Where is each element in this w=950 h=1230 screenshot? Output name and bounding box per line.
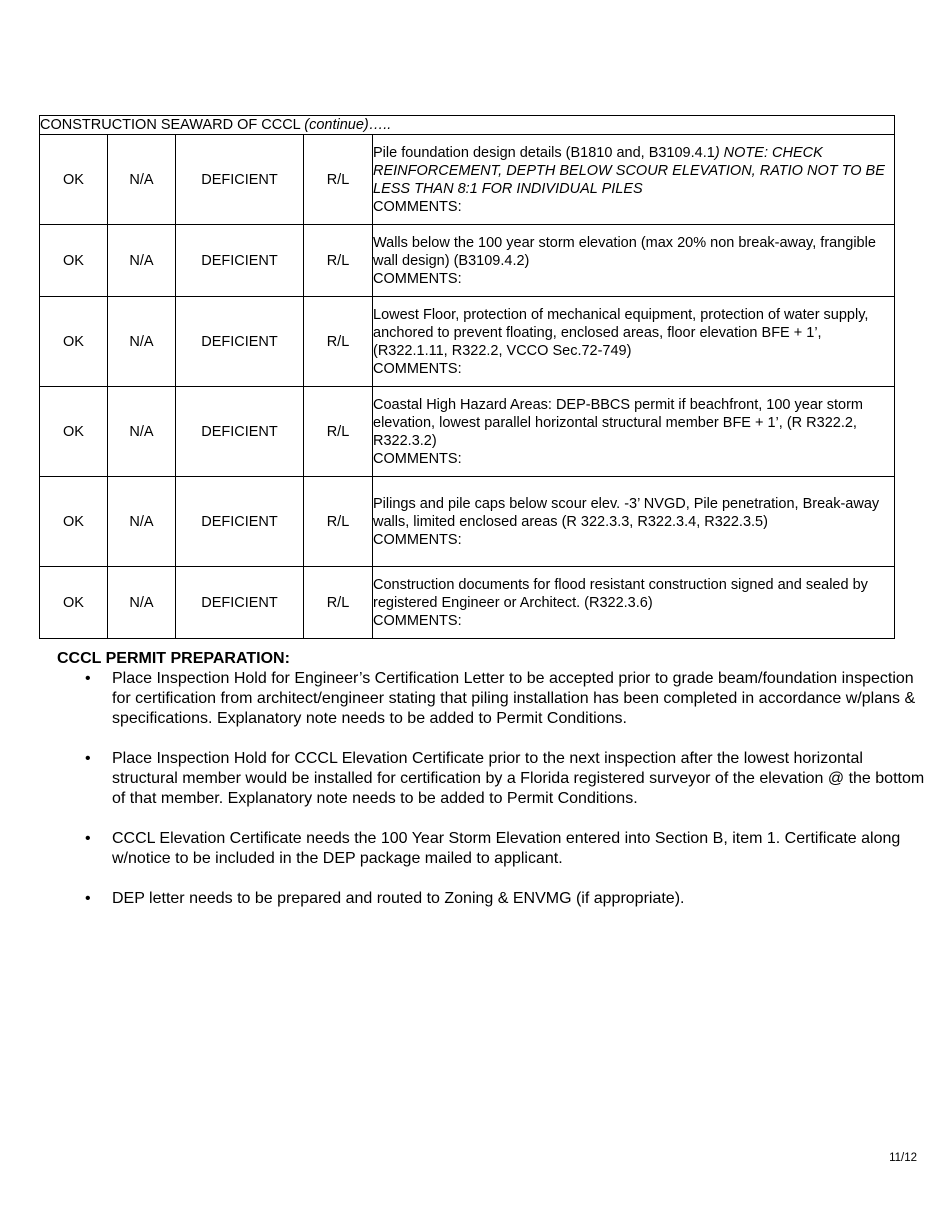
comments-label: COMMENTS: <box>373 531 462 548</box>
option-rl: R/L <box>304 297 373 387</box>
option-deficient: DEFICIENT <box>176 567 304 639</box>
option-rl: R/L <box>304 135 373 225</box>
table-row <box>40 297 895 387</box>
permit-preparation-list <box>57 669 927 929</box>
list-item <box>57 829 927 869</box>
table-row <box>40 387 895 477</box>
option-rl: R/L <box>304 477 373 567</box>
option-na: N/A <box>108 135 176 225</box>
table-row <box>40 477 895 567</box>
bullet-icon: • <box>85 670 91 687</box>
list-item-text: Place Inspection Hold for Engineer’s Certification Letter to be accepted prior to grade beam/foundation inspection for certification from architect/engineer stating that piling installation has been completed in accordance w/plans & specifications. Explanatory note needs to be added to Permit Conditions. <box>112 670 916 727</box>
table-header-row <box>40 116 895 135</box>
requirement-note: ) NOTE: CHECK REINFORCEMENT, DEPTH BELOW SCOUR ELEVATION, RATIO NOT TO BE LESS THAN 8:1 FOR INDIVIDUAL PILES <box>373 144 885 197</box>
option-deficient: DEFICIENT <box>176 135 304 225</box>
comments-label: COMMENTS: <box>373 198 462 215</box>
comments-label: COMMENTS: <box>373 450 462 467</box>
table-header-title: CONSTRUCTION SEAWARD OF CCCL <box>40 117 305 133</box>
option-deficient: DEFICIENT <box>176 477 304 567</box>
list-item-text: DEP letter needs to be prepared and routed to Zoning & ENVMG (if appropriate). <box>112 890 685 907</box>
option-rl: R/L <box>304 225 373 297</box>
list-item-text: Place Inspection Hold for CCCL Elevation Certificate prior to the next inspection after the lowest horizontal structural member would be installed for certification by a Florida registered surveyor of the elevation @ the bottom of that member. Explanatory note needs to be added to Permit Conditions. <box>112 750 925 807</box>
requirement-description <box>373 477 895 567</box>
option-ok: OK <box>40 567 108 639</box>
option-ok: OK <box>40 297 108 387</box>
option-na: N/A <box>108 387 176 477</box>
construction-checklist-table <box>39 115 895 639</box>
list-item <box>57 889 927 909</box>
bullet-icon: • <box>85 830 91 847</box>
option-na: N/A <box>108 567 176 639</box>
table-row <box>40 225 895 297</box>
requirement-text: Walls below the 100 year storm elevation (max 20% non break-away, frangible wall design) (B3109.4.2) <box>373 234 876 269</box>
option-ok: OK <box>40 387 108 477</box>
list-item <box>57 749 927 809</box>
comments-label: COMMENTS: <box>373 270 462 287</box>
page-number: 11/12 <box>889 1152 917 1164</box>
list-item-text: CCCL Elevation Certificate needs the 100 Year Storm Elevation entered into Section B, item 1. Certificate along w/notice to be included in the DEP package mailed to applicant. <box>112 830 901 867</box>
requirement-text: Coastal High Hazard Areas: DEP-BBCS permit if beachfront, 100 year storm elevation, lowest parallel horizontal structural member BFE + 1’, (R R322.2, R322.3.2) <box>373 396 863 449</box>
list-item <box>57 669 927 729</box>
comments-label: COMMENTS: <box>373 612 462 629</box>
option-ok: OK <box>40 135 108 225</box>
option-na: N/A <box>108 225 176 297</box>
option-rl: R/L <box>304 387 373 477</box>
option-na: N/A <box>108 477 176 567</box>
requirement-text: Construction documents for flood resistant construction signed and sealed by registered Engineer or Architect. (R322.3.6) <box>373 576 868 611</box>
option-deficient: DEFICIENT <box>176 297 304 387</box>
option-deficient: DEFICIENT <box>176 387 304 477</box>
requirement-text: Pile foundation design details (B1810 and, B3109.4.1 <box>373 144 715 161</box>
table-header-continue: (continue)….. <box>304 117 392 133</box>
requirement-description <box>373 387 895 477</box>
option-rl: R/L <box>304 567 373 639</box>
permit-preparation-title: CCCL PERMIT PREPARATION: <box>57 650 290 667</box>
requirement-description <box>373 225 895 297</box>
option-na: N/A <box>108 297 176 387</box>
requirement-text: Lowest Floor, protection of mechanical equipment, protection of water supply, anchored to prevent floating, enclosed areas, floor elevation BFE + 1’, (R322.1.11, R322.2, VCCO Sec.72-749) <box>373 306 869 359</box>
comments-label: COMMENTS: <box>373 360 462 377</box>
requirement-text: Pilings and pile caps below scour elev. -3’ NVGD, Pile penetration, Break-away walls, limited enclosed areas (R 322.3.3, R322.3.4, R322.3.5) <box>373 495 880 530</box>
requirement-description <box>373 567 895 639</box>
table-row <box>40 135 895 225</box>
requirement-description <box>373 297 895 387</box>
option-deficient: DEFICIENT <box>176 225 304 297</box>
table-header <box>40 116 895 135</box>
requirement-description <box>373 135 895 225</box>
bullet-icon: • <box>85 750 91 767</box>
option-ok: OK <box>40 225 108 297</box>
bullet-icon: • <box>85 890 91 907</box>
table-row <box>40 567 895 639</box>
option-ok: OK <box>40 477 108 567</box>
